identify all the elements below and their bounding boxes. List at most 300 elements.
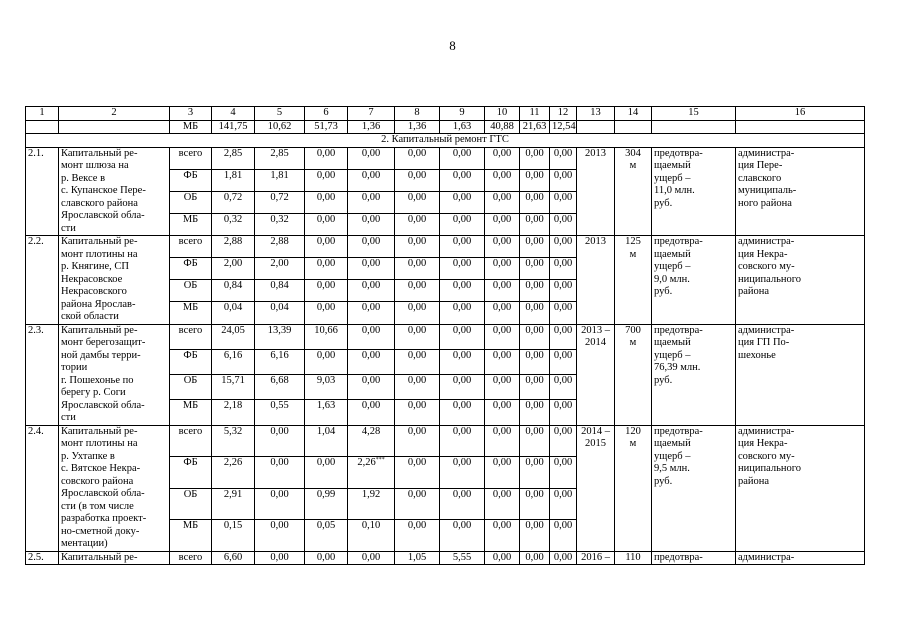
value-cell [348, 425, 395, 457]
value-cell [212, 425, 255, 457]
value-text: 0,00 [452, 375, 472, 386]
cell-line: сти (в том числе [61, 500, 134, 512]
value-cell [305, 147, 348, 169]
executor-cell [736, 147, 865, 236]
value-text: 0,00 [553, 488, 573, 500]
cell-line: совского му- [738, 450, 795, 462]
value-text: 1,81 [223, 169, 243, 181]
column-number: 5 [255, 107, 305, 121]
cell-line: Капитальный ре- [61, 236, 138, 247]
value-cell [305, 213, 348, 235]
value-text: 0,00 [452, 400, 472, 412]
value-cell [485, 147, 520, 169]
value-cell [348, 400, 395, 425]
value-text: 0,00 [525, 213, 544, 225]
executor-cell [736, 236, 865, 325]
cell-line: разработка проект- [61, 513, 147, 524]
value-text: 0,00 [361, 213, 381, 225]
table-row-partial [26, 551, 865, 565]
value-text: 0,00 [270, 520, 289, 531]
cell-line: 125 [625, 236, 641, 247]
value-text: 0,00 [553, 375, 573, 386]
item-name [59, 147, 170, 236]
value-cell [212, 213, 255, 235]
value-text: 0,00 [492, 520, 512, 531]
value-text: 0,00 [452, 147, 472, 159]
column-number: 2 [59, 107, 170, 121]
value-cell [485, 169, 520, 191]
table-row [26, 324, 865, 349]
value-cell [305, 349, 348, 374]
source-cell: всего [170, 236, 212, 258]
value-text: 0,00 [492, 302, 512, 314]
value-text: 0,00 [452, 520, 472, 531]
value-cell [305, 191, 348, 213]
cell-line: с. Купанское Пере- [61, 185, 146, 196]
value-text: 0,00 [492, 147, 512, 159]
value-cell: 0,00 [348, 551, 395, 565]
item-number: 2.2. [26, 236, 59, 325]
cell-line: 9,5 млн. [654, 463, 690, 474]
value-cell [440, 213, 485, 235]
value-cell [395, 280, 440, 302]
value-cell [255, 349, 305, 374]
value-cell [550, 236, 577, 258]
value-cell: 0,00 [255, 551, 305, 565]
column-number: 4 [212, 107, 255, 121]
value-cell [485, 425, 520, 457]
value-text: 0,10 [361, 520, 381, 531]
value-text: 0,00 [316, 147, 336, 159]
value-cell [520, 280, 550, 302]
value-cell: 40,88 [485, 120, 520, 134]
cell-line: ция Пере- [738, 160, 783, 171]
value-text: 1,04 [316, 425, 336, 437]
value-cell [440, 488, 485, 520]
value-cell [520, 324, 550, 349]
column-number: 6 [305, 107, 348, 121]
value-cell [395, 324, 440, 349]
column-number: 7 [348, 107, 395, 121]
value-text: 0,00 [270, 457, 289, 468]
value-text: 0,00 [553, 147, 573, 159]
source-cell: ОБ [170, 280, 212, 302]
value-cell [440, 191, 485, 213]
value-cell [255, 324, 305, 349]
value-cell [255, 169, 305, 191]
value-text: 0,00 [553, 324, 573, 336]
value-cell [520, 457, 550, 489]
value-cell [520, 213, 550, 235]
value-text: 0,00 [525, 520, 544, 531]
value-cell [485, 236, 520, 258]
value-text: 0,00 [452, 236, 472, 247]
value-text: 0,00 [361, 324, 381, 336]
column-number: 8 [395, 107, 440, 121]
year-cell [577, 324, 615, 425]
value-text: 0,00 [525, 147, 544, 159]
value-text: 0,00 [361, 302, 381, 314]
cell-line: Ярославской обла- [61, 210, 145, 221]
value-cell [255, 302, 305, 324]
value-cell [520, 400, 550, 425]
value-cell [212, 349, 255, 374]
cell-line: монт шлюза на [61, 160, 129, 171]
value-cell [395, 302, 440, 324]
year-cell [577, 236, 615, 325]
empty-cell [652, 120, 736, 134]
value-cell [395, 258, 440, 280]
value-cell [348, 280, 395, 302]
value-cell [212, 302, 255, 324]
value-cell [550, 147, 577, 169]
value-text: 0,84 [223, 280, 243, 292]
value-cell [440, 520, 485, 552]
value-text: 0,05 [316, 520, 336, 531]
value-text: 15,71 [221, 375, 245, 386]
source-cell: ОБ [170, 191, 212, 213]
value-cell [550, 258, 577, 280]
value-cell [395, 349, 440, 374]
cell-line: ниципального [738, 273, 802, 285]
value-text: 6,16 [270, 349, 289, 361]
value-cell [255, 425, 305, 457]
effect-cell [652, 425, 736, 551]
value-text: 2,00 [270, 258, 289, 270]
value-text: 0,00 [361, 349, 381, 361]
value-cell [520, 349, 550, 374]
value-cell [212, 457, 255, 489]
value-text: 0,00 [407, 213, 427, 225]
cell-line: 76,39 млн. [654, 362, 701, 373]
value-text: 0,00 [452, 191, 472, 203]
value-cell [212, 488, 255, 520]
value-cell [305, 258, 348, 280]
length-cell [615, 425, 652, 551]
value-cell [485, 400, 520, 425]
executor-cell [736, 324, 865, 425]
value-text: 4,28 [361, 425, 381, 437]
year-cell [577, 425, 615, 551]
value-cell: 12,54 [550, 120, 577, 134]
value-cell [212, 400, 255, 425]
value-text: 9,03 [316, 375, 336, 386]
value-cell [520, 375, 550, 400]
value-cell [550, 400, 577, 425]
value-cell [520, 520, 550, 552]
value-text: 2,26 [223, 457, 243, 468]
cell-line: руб. [654, 197, 673, 209]
value-text: 0,72 [270, 191, 289, 203]
cell-line: щаемый [654, 160, 691, 171]
value-text: 0,00 [525, 349, 544, 361]
value-cell [348, 302, 395, 324]
value-cell [485, 520, 520, 552]
value-cell [255, 280, 305, 302]
value-text: 0,00 [361, 258, 381, 270]
cell-line: ущерб – [654, 172, 691, 184]
value-text: 0,00 [525, 425, 544, 437]
value-text: 0,00 [525, 488, 544, 500]
cell-line: ция ГП По- [738, 337, 790, 348]
value-text: 10,66 [314, 324, 338, 336]
value-cell [305, 324, 348, 349]
value-cell [305, 280, 348, 302]
source-cell: ФБ [170, 169, 212, 191]
value-text: 1,92 [361, 488, 381, 500]
source-cell: ФБ [170, 258, 212, 280]
value-text: 0,00 [361, 147, 381, 159]
value-cell [395, 191, 440, 213]
year-cell [577, 147, 615, 236]
value-cell [550, 280, 577, 302]
value-cell [550, 375, 577, 400]
source-cell: МБ [170, 302, 212, 324]
cell-line: 2015 [585, 438, 606, 449]
value-text: 0,00 [407, 488, 427, 500]
cell-line: района [738, 475, 770, 487]
item-number: 2.4. [26, 425, 59, 551]
cell-line: монт плотины на [61, 438, 138, 449]
value-cell [395, 520, 440, 552]
value-text: 0,00 [407, 425, 427, 437]
value-text: 0,00 [492, 488, 512, 500]
item-number: 2.1. [26, 147, 59, 236]
value-text: 2,85 [223, 147, 243, 159]
value-text: 0,00 [492, 324, 512, 336]
value-cell: 0,00 [305, 551, 348, 565]
cell-line: руб. [654, 374, 673, 386]
value-cell [395, 400, 440, 425]
source-cell: МБ [170, 400, 212, 425]
value-text: 0,00 [553, 280, 573, 292]
value-cell [255, 191, 305, 213]
value-cell [440, 147, 485, 169]
value-text: 0,00 [316, 280, 336, 292]
column-number: 16 [736, 107, 865, 121]
value-cell [348, 457, 395, 489]
column-number: 12 [550, 107, 577, 121]
value-text: 0,00 [452, 258, 472, 270]
value-text: 0,00 [361, 375, 381, 386]
cell-line: м [629, 438, 637, 449]
value-cell [485, 457, 520, 489]
cell-line: предотвра- [654, 425, 703, 437]
header-row [26, 107, 865, 121]
value-text: 0,00 [407, 324, 427, 336]
value-cell [440, 375, 485, 400]
cell-line: славского района [61, 197, 138, 209]
value-cell [395, 425, 440, 457]
value-cell [520, 147, 550, 169]
value-cell [348, 213, 395, 235]
value-cell [550, 425, 577, 457]
mb-total-row [26, 120, 865, 134]
source-cell: всего [170, 551, 212, 565]
value-cell [395, 147, 440, 169]
value-cell [440, 349, 485, 374]
table-row [26, 236, 865, 258]
source-cell: МБ [170, 520, 212, 552]
cell-line: сти [61, 412, 76, 423]
value-cell [520, 302, 550, 324]
empty-cell [736, 120, 865, 134]
value-text: 2,18 [223, 400, 243, 412]
value-text: 0,00 [553, 169, 573, 181]
value-cell [520, 488, 550, 520]
cell-line: тории [61, 362, 88, 373]
value-text: 0,00 [553, 258, 573, 270]
cell-line: щаемый [654, 438, 691, 449]
cell-line: ция Некра- [738, 248, 788, 260]
cell-line: ущерб – [654, 349, 691, 361]
value-cell [212, 375, 255, 400]
value-text: 0,00 [452, 488, 472, 500]
value-cell: 0,00 [520, 551, 550, 565]
value-text: 0,32 [223, 213, 243, 225]
value-text: 2,88 [223, 236, 243, 247]
cell-line: 11,0 млн. [654, 185, 695, 196]
column-number: 14 [615, 107, 652, 121]
value-text: 0,00 [525, 375, 544, 386]
value-text: 0,00 [407, 400, 427, 412]
value-cell [255, 258, 305, 280]
value-text: 0,00 [525, 236, 544, 247]
cell-line: совского му- [738, 261, 795, 272]
value-text: 0,00 [452, 349, 472, 361]
cell-line: 2013 [585, 147, 606, 159]
column-number: 11 [520, 107, 550, 121]
cell-line: 9,0 млн. [654, 273, 690, 285]
value-cell: 0,00 [485, 551, 520, 565]
value-text: 0,00 [553, 302, 573, 314]
value-text: 0,72 [223, 191, 243, 203]
cell-line: ущерб – [654, 261, 691, 272]
cell-line: ция Некра- [738, 438, 788, 449]
value-text: 0,00 [407, 457, 427, 468]
value-text: 0,00 [525, 280, 544, 292]
cell-line: монт плотины на [61, 248, 138, 260]
value-cell [440, 258, 485, 280]
value-text: 0,00 [270, 488, 289, 500]
value-text: 0,00 [407, 236, 427, 247]
value-cell [485, 258, 520, 280]
table-body [26, 107, 865, 565]
value-cell [440, 169, 485, 191]
value-cell [485, 280, 520, 302]
cell-line: р. Княгине, СП [61, 261, 129, 272]
value-text: 0,00 [492, 280, 512, 292]
value-cell: 21,63 [520, 120, 550, 134]
value-text: 0,00 [553, 520, 573, 531]
value-cell [305, 169, 348, 191]
cell-line: берегу р. Соги [61, 387, 126, 398]
item-number: 2.5. [26, 551, 59, 565]
value-text: 2,26 [357, 457, 376, 468]
value-cell [550, 191, 577, 213]
cell-line: Некрасовского [61, 286, 127, 297]
table-row [26, 147, 865, 169]
section-title: 2. Капитальный ремонт ГТС [26, 134, 865, 148]
value-text: 0,00 [316, 457, 336, 468]
cell-line: но-сметной доку- [61, 525, 140, 537]
value-cell [550, 349, 577, 374]
value-text: 0,00 [553, 213, 573, 225]
value-text: 0,99 [316, 488, 336, 500]
value-text: 0,00 [553, 425, 573, 437]
column-number: 13 [577, 107, 615, 121]
value-text: 0,00 [361, 169, 381, 181]
value-text: 0,00 [452, 213, 472, 225]
value-text: 0,00 [492, 258, 512, 270]
item-name [59, 425, 170, 551]
value-text: 0,15 [223, 520, 243, 531]
length-cell [615, 147, 652, 236]
value-text: 0,00 [492, 349, 512, 361]
value-text: 0,00 [270, 425, 289, 437]
effect-cell: предотвра- [652, 551, 736, 565]
cell-line: муниципаль- [738, 185, 797, 196]
value-cell [255, 520, 305, 552]
value-text: 2,91 [223, 488, 243, 500]
value-cell [348, 258, 395, 280]
value-cell [305, 457, 348, 489]
value-cell [520, 236, 550, 258]
value-text: 0,00 [361, 400, 381, 412]
table-row [26, 425, 865, 457]
value-text: 0,00 [492, 236, 512, 247]
item-name: Капитальный ре- [59, 551, 170, 565]
value-cell [485, 488, 520, 520]
value-text: 0,00 [407, 302, 427, 314]
cell-line: щаемый [654, 337, 691, 348]
value-cell [348, 169, 395, 191]
cell-line: ниципального [738, 463, 802, 474]
value-cell [395, 169, 440, 191]
value-cell: 51,73 [305, 120, 348, 134]
cell-line: Капитальный ре- [61, 324, 138, 336]
value-cell [305, 236, 348, 258]
cell-line: м [629, 337, 637, 348]
value-cell [550, 213, 577, 235]
value-cell: 6,60 [212, 551, 255, 565]
value-cell [212, 258, 255, 280]
value-text: 0,00 [316, 258, 336, 270]
value-cell [550, 324, 577, 349]
value-text: 0,00 [553, 457, 573, 468]
cell-line: администра- [738, 425, 795, 437]
value-cell [212, 324, 255, 349]
value-text: 0,00 [492, 169, 512, 181]
value-text: 0,00 [361, 236, 381, 247]
value-cell [305, 400, 348, 425]
empty-cell [615, 120, 652, 134]
column-number: 1 [26, 107, 59, 121]
value-text: 0,00 [361, 280, 381, 292]
executor-cell [736, 425, 865, 551]
value-text: 6,16 [223, 349, 243, 361]
cell-line: славского [738, 172, 782, 184]
cell-line: 2013 [585, 236, 606, 247]
value-text: 0,00 [525, 191, 544, 203]
empty-cell [577, 120, 615, 134]
value-text: 5,32 [223, 425, 243, 437]
column-number: 3 [170, 107, 212, 121]
value-text: 0,00 [316, 349, 336, 361]
value-cell [212, 169, 255, 191]
cell-line: ного района [738, 197, 792, 209]
value-text: 0,00 [492, 213, 512, 225]
